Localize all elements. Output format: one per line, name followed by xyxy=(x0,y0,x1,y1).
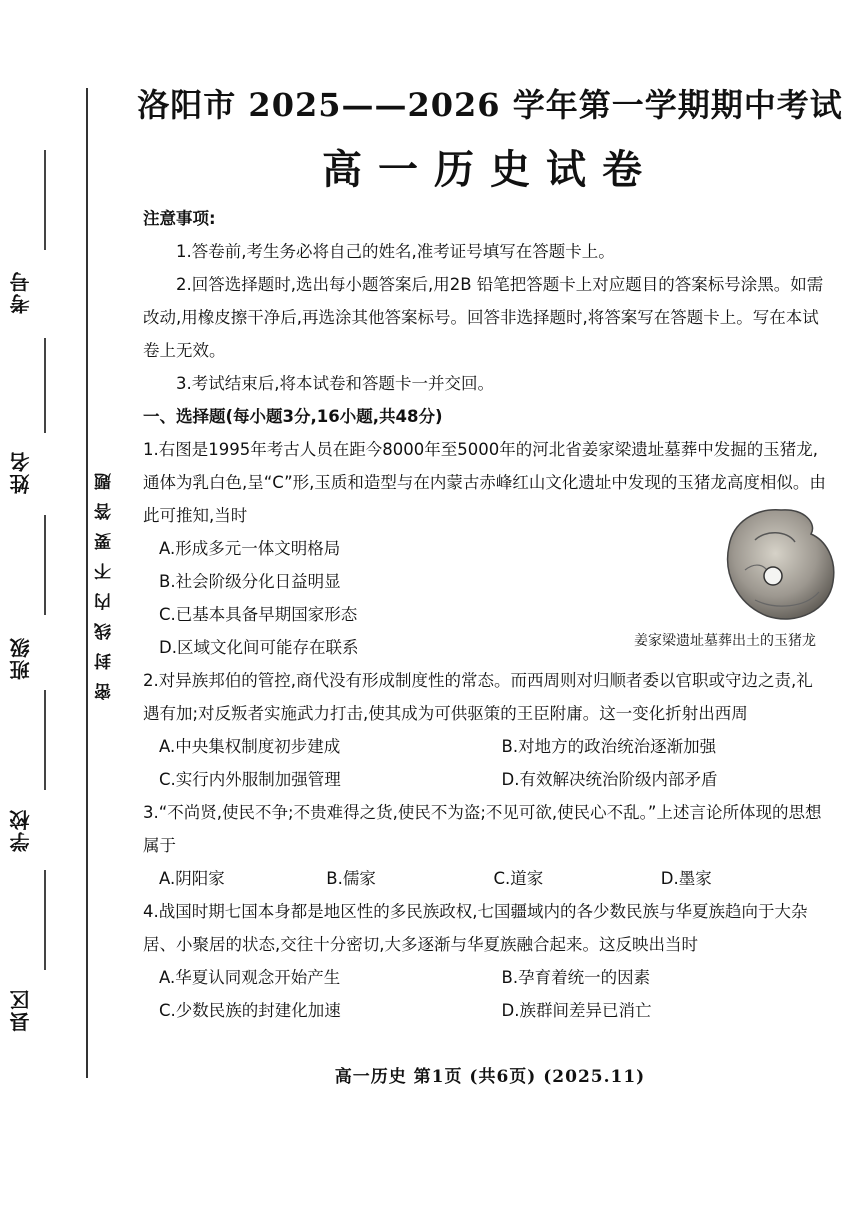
question-option: A.形成多元一体文明格局 xyxy=(159,539,341,558)
binding-underline-school xyxy=(44,690,46,790)
exam-title: 洛阳市 2025——2026 学年第一学期期中考试 xyxy=(137,86,843,124)
figure-caption: 姜家梁遗址墓葬出土的玉猪龙 xyxy=(634,633,816,649)
question-stem: 3.“不尚贤,使民不争;不贵难得之货,使民不为盗;不见可欲,使民心不乱。”上述言论所体现的思想属于 xyxy=(143,803,822,855)
binding-label-county: 县区 xyxy=(9,988,33,1032)
question-stem: 2.对异族邦伯的管控,商代没有形成制度性的常态。而西周则对归顺者委以官职或守边之责,礼遇有加;对反叛者实施武力打击,使其成为可供驱策的王臣附庸。这一变化折射出西周 xyxy=(143,671,813,723)
seal-line-text: 密封线内不要答题 xyxy=(95,460,115,700)
question-option: C.道家 xyxy=(493,869,544,888)
binding-label-exam-number: 考号 xyxy=(9,270,33,314)
binding-label-school: 学校 xyxy=(9,808,33,852)
question-option: D.族群间差异已消亡 xyxy=(501,1001,652,1020)
exam-subtitle: 高一历史试卷 xyxy=(322,146,658,193)
binding-margin-line xyxy=(86,88,88,1078)
note-item: 3.考试结束后,将本试卷和答题卡一并交回。 xyxy=(176,374,494,393)
binding-underline-class xyxy=(44,515,46,615)
question-stem: 1.右图是1995年考古人员在距今8000年至5000年的河北省姜家梁遗址墓葬中发掘的玉猪龙,通体为乳白色,呈“C”形,玉质和造型与在内蒙古赤峰红山文化遗址中发现的玉猪龙高度相似。由此可推知,当时 xyxy=(143,440,826,525)
question-2 xyxy=(143,664,828,796)
question-option: C.已基本具备早期国家形态 xyxy=(159,605,358,624)
binding-underline-name xyxy=(44,338,46,433)
note-item: 1.答卷前,考生务必将自己的姓名,准考证号填写在答题卡上。 xyxy=(176,242,615,261)
question-option: B.孕育着统一的因素 xyxy=(501,968,651,987)
note-item: 2.回答选择题时,选出每小题答案后,用2B 铅笔把答题卡上对应题目的答案标号涂黑。如需改动,用橡皮擦干净后,再选涂其他答案标号。回答非选择题时,将答案写在答题卡上。写在本试卷上无效。 xyxy=(143,275,824,360)
question-option: B.社会阶级分化日益明显 xyxy=(159,572,341,591)
jade-pig-dragon-image xyxy=(605,500,845,630)
question-option: A.阴阳家 xyxy=(159,869,225,888)
section-heading: 一、选择题(每小题3分,16小题,共48分) xyxy=(143,407,443,426)
question-option: D.有效解决统治阶级内部矛盾 xyxy=(501,770,718,789)
question-option: B.对地方的政治统治逐渐加强 xyxy=(501,737,717,756)
question-option: D.墨家 xyxy=(660,869,712,888)
question-option: A.中央集权制度初步建成 xyxy=(159,737,341,756)
question-option: C.少数民族的封建化加速 xyxy=(159,1001,341,1020)
binding-underline-county xyxy=(44,870,46,970)
binding-underline-exam-number xyxy=(44,150,46,250)
binding-label-name: 姓名 xyxy=(9,450,33,494)
question-option: C.实行内外服制加强管理 xyxy=(159,770,341,789)
notes-heading: 注意事项: xyxy=(143,209,216,228)
question-4 xyxy=(143,895,828,1027)
question-option: D.区域文化间可能存在联系 xyxy=(159,638,359,657)
question-option: A.华夏认同观念开始产生 xyxy=(159,968,341,987)
question-3 xyxy=(143,796,828,895)
page-footer: 高一历史 第1页 (共6页) (2025.11) xyxy=(334,1067,646,1087)
question-stem: 4.战国时期七国本身都是地区性的多民族政权,七国疆域内的各少数民族与华夏族趋向于大杂居、小聚居的状态,交往十分密切,大多逐渐与华夏族融合起来。这反映出当时 xyxy=(143,902,808,954)
binding-label-class: 班级 xyxy=(9,636,33,680)
question-option: B.儒家 xyxy=(326,869,376,888)
